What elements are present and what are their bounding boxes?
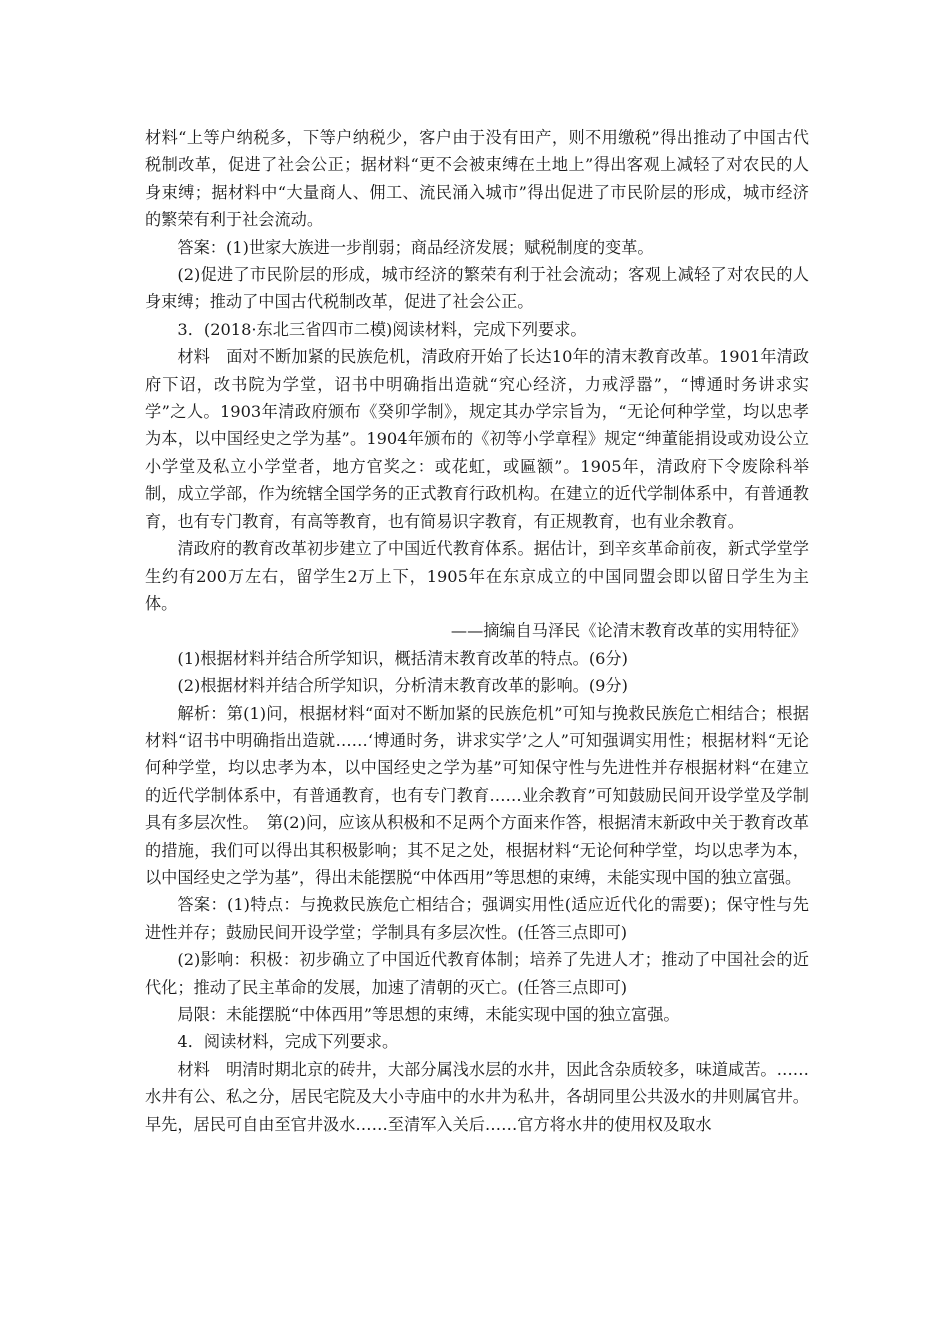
document-page [145,124,809,1138]
question-3-analysis: 解析：第(1)问，根据材料“面对不断加紧的民族危机”可知与挽救民族危亡相结合；根据材料“诏书中明确指出造就……‘博通时务，讲求实学’之人”可知强调实用性；根据材料“无论何种学堂，均以忠孝为本，以中国经史之学为基”可知保守性与先进性并存根据材料“在建立的近代学制体系中，有普通教育，也有专门教育……业余教育”可知鼓励民间开设学堂及学制具有多层次性。 第(2)问，应该从积极和不足两个方面来作答，根据清末新政中关于教育改革的措施，我们可以得出其积极影响；其不足之处，根据材料“无论何种学堂，均以忠孝为本，以中国经史之学为基”，得出未能摆脱“中体西用”等思想的束缚，未能实现中国的独立富强。 [145,703,809,887]
question-3-answer-2: (2)影响：积极：初步确立了中国近代教育体制；培养了先进人才；推动了中国社会的近代化；推动了民主革命的发展，加速了清朝的灭亡。(任答三点即可) [145,950,809,997]
analysis-continuation: 材料“上等户纳税多，下等户纳税少，客户由于没有田产，则不用缴税”得出推动了中国古代税制改革，促进了社会公正；据材料“更不会被束缚在土地上”得出客观上减轻了对农民的人身束缚；据材料中“大量商人、佣工、流民涌入城市”得出促进了市民阶层的形成，城市经济的繁荣有利于社会流动。 [145,128,809,230]
question-4-heading: 4．阅读材料，完成下列要求。 [177,1032,399,1052]
question-3-material-cont: 清政府的教育改革初步建立了中国近代教育体系。据估计，到辛亥革命前夜，新式学堂学生约有200万左右，留学生2万上下，1905年在东京成立的中国同盟会即以留日学生为主体。 [145,539,809,613]
question-3-part-1: (1)根据材料并结合所学知识，概括清末教育改革的特点。(6分) [177,648,628,668]
material-source: ——摘编自马泽民《论清末教育改革的实用特征》 [450,621,807,641]
question-3-answer-1: 答案：(1)特点：与挽救民族危亡相结合；强调实用性(适应近代化的需要)；保守性与先进性并存；鼓励民间开设学堂；学制具有多层次性。(任答三点即可) [145,895,809,942]
answer-2-part-1: 答案：(1)世家大族进一步削弱；商品经济发展；赋税制度的变革。 [177,237,654,257]
question-4-material: 材料 明清时期北京的砖井，大部分属浅水层的水井，因此含杂质较多，味道咸苦。……水井有公、私之分，居民宅院及大小寺庙中的水井为私井，各胡同里公共汲水的井则属官井。早先，居民可自由至官井汲水……至清军入关后……官方将水井的使用权及取水 [145,1059,809,1134]
question-3-part-2: (2)根据材料并结合所学知识，分析清末教育改革的影响。(9分) [177,676,628,696]
question-3-answer-limit: 局限：未能摆脱“中体西用”等思想的束缚，未能实现中国的独立富强。 [177,1005,680,1024]
question-3-heading: 3．(2018·东北三省四市二模)阅读材料，完成下列要求。 [177,319,587,339]
answer-2-part-2: (2)促进了市民阶层的形成，城市经济的繁荣有利于社会流动；客观上减轻了对农民的人身束缚；推动了中国古代税制改革，促进了社会公正。 [145,265,809,312]
question-3-material: 材料 面对不断加紧的民族危机，清政府开始了长达10年的清末教育改革。1901年清政府下诏，改书院为学堂，诏书中明确指出造就“究心经济，力戒浮嚣”，“博通时务讲求实学”之人。1903年清政府颁布《癸卯学制》，规定其办学宗旨为，“无论何种学堂，均以忠孝为本，以中国经史之学为基”。1904年颁布的《初等小学章程》规定“绅董能捐设或劝设公立小学堂及私立小学堂者，地方官奖之：或花虹，或匾额”。1905年，清政府下令废除科举制，成立学部，作为统辖全国学务的正式教育行政机构。在建立的近代学制体系中，有普通教育，也有专门教育，有高等教育，也有简易识字教育，有正规教育，也有业余教育。 [145,347,809,531]
